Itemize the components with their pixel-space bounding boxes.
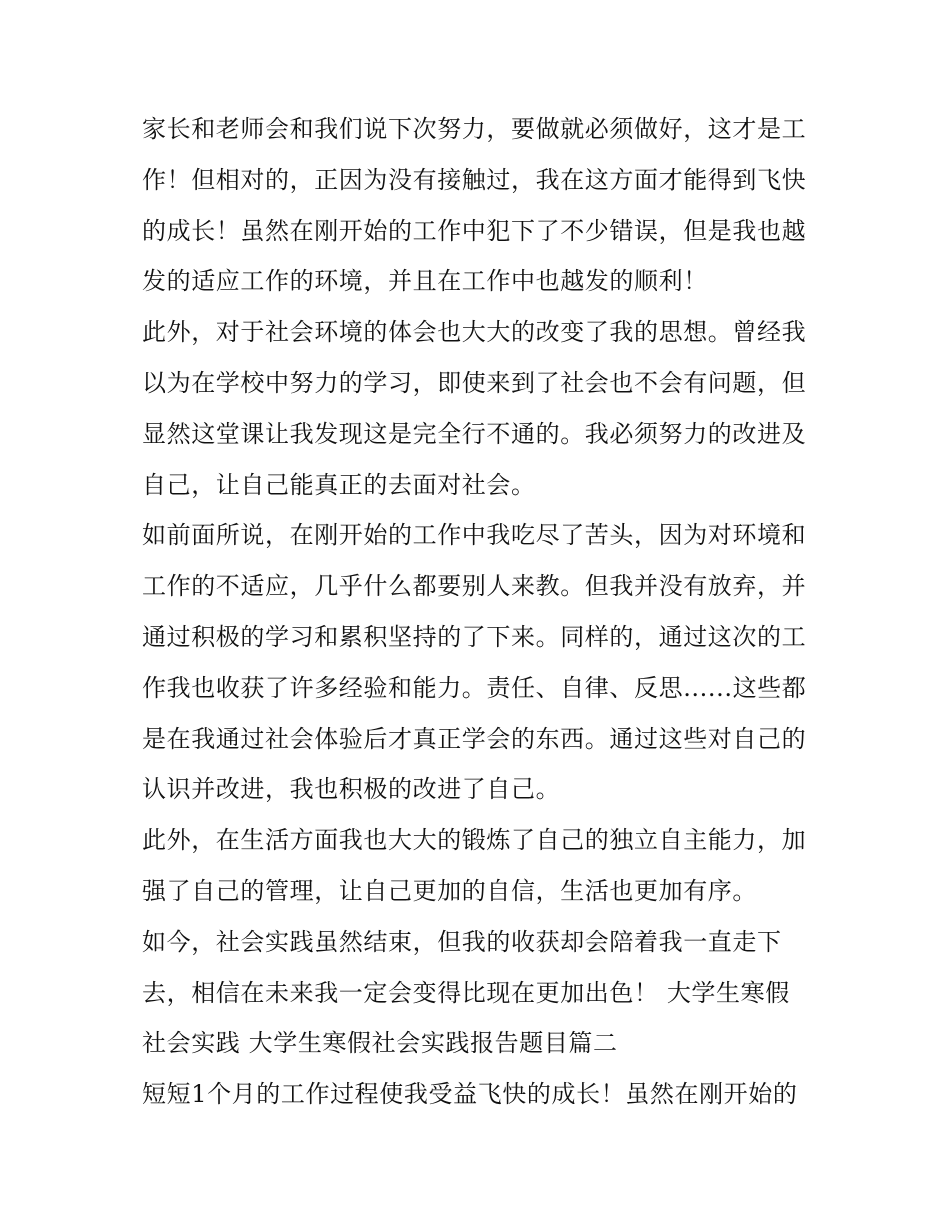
text-line: 的成长！虽然在刚开始的工作中犯下了不少错误，但是我也越 [142,216,807,245]
text-line: 此外，在生活方面我也大大的锻炼了自己的独立自主能力，加 [142,826,807,855]
text-line: 发的适应工作的环境，并且在工作中也越发的顺利！ [142,267,708,296]
text-line: 工作的不适应，几乎什么都要别人来教。但我并没有放弃，并 [142,572,807,601]
text-line: 此外，对于社会环境的体会也大大的改变了我的思想。曾经我 [142,318,807,347]
text-line: 如今，社会实践虽然结束，但我的收获却会陪着我一直走下 [142,927,782,956]
document-body [142,104,822,1120]
text-line: 是在我通过社会体验后才真正学会的东西。通过这些对自己的 [142,724,807,753]
text-line: 作！但相对的，正因为没有接触过，我在这方面才能得到飞快 [142,165,807,194]
text-line: 去，相信在未来我一定会变得比现在更加出色！ 大学生寒假 [142,978,790,1007]
text-line: 社会实践 大学生寒假社会实践报告题目篇二 [142,1029,618,1058]
text-line: 认识并改进，我也积极的改进了自己。 [142,775,561,804]
text-line: 强了自己的管理，让自己更加的自信，生活也更加有序。 [142,876,757,905]
text-line: 作我也收获了许多经验和能力。责任、自律、反思......这些都 [142,673,807,702]
text-line: 自己，让自己能真正的去面对社会。 [142,470,536,499]
text-line: 以为在学校中努力的学习，即使来到了社会也不会有问题，但 [142,368,807,397]
text-line: 显然这堂课让我发现这是完全行不通的。我必须努力的改进及 [142,419,807,448]
text-line: 家长和老师会和我们说下次努力，要做就必须做好，这才是工 [142,115,807,143]
text-line: 如前面所说，在刚开始的工作中我吃尽了苦头，因为对环境和 [142,521,807,550]
text-line: 通过积极的学习和累积坚持的了下来。同样的，通过这次的工 [142,622,807,651]
text-line: 短短1个月的工作过程使我受益飞快的成长！虽然在刚开始的 [142,1080,798,1109]
